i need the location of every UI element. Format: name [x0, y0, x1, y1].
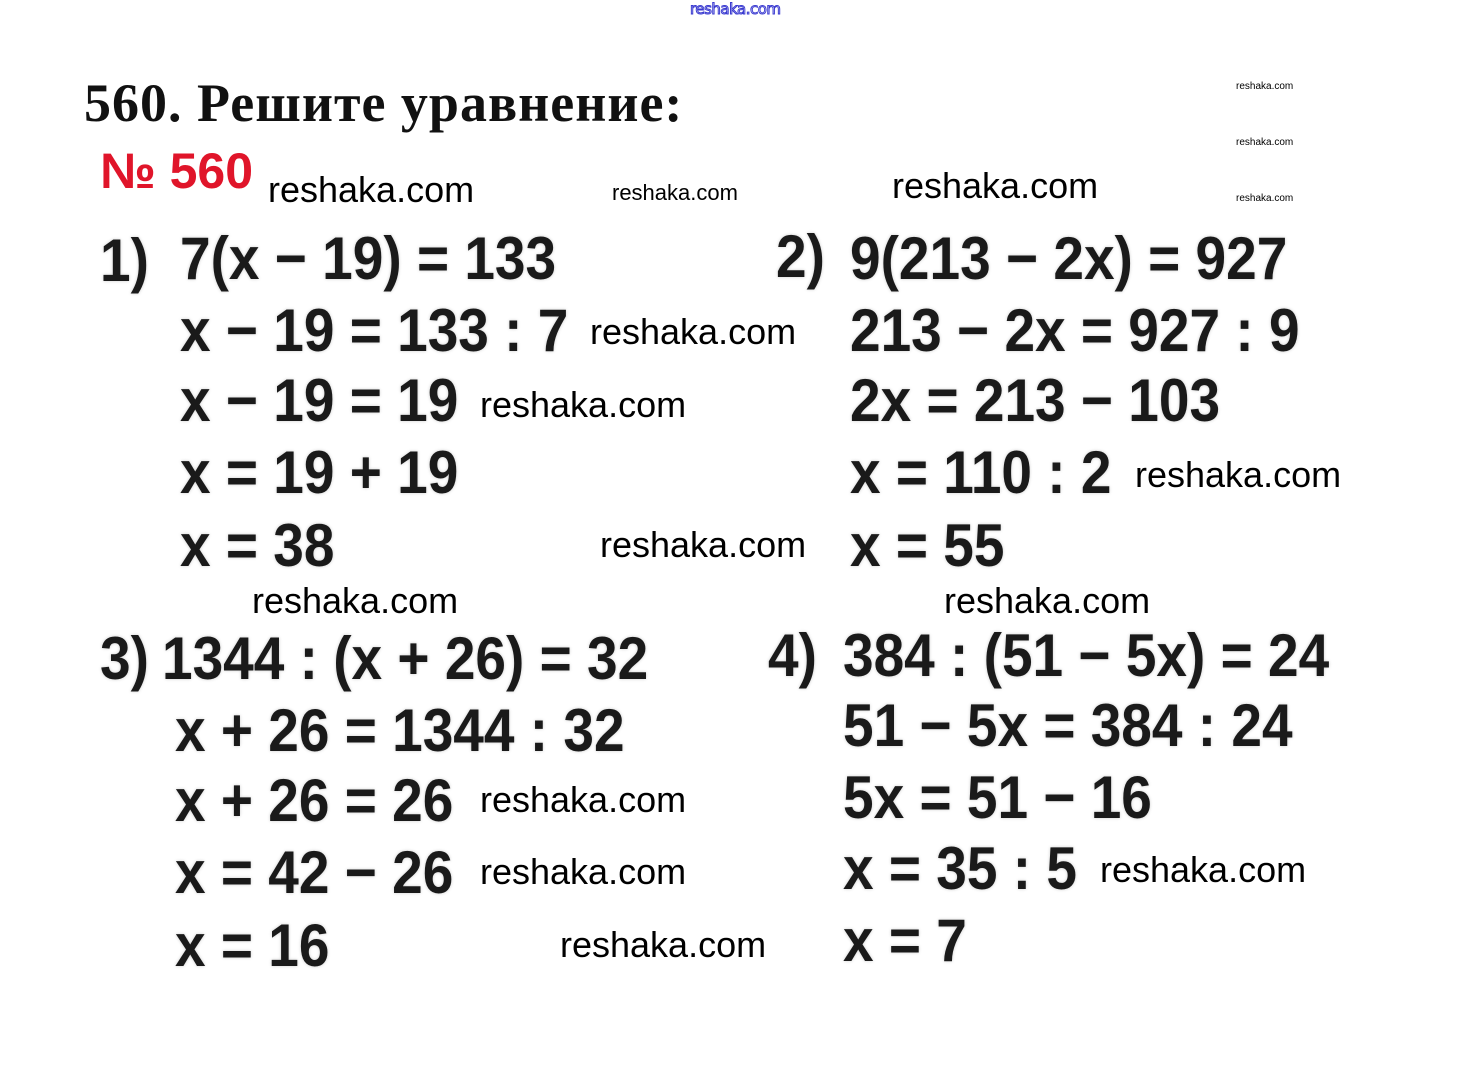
watermark: reshaka.com — [560, 924, 767, 965]
problem-3-line: x = 42 − 26 — [175, 837, 454, 907]
problem-4-line: 51 − 5x = 384 : 24 — [843, 690, 1293, 760]
problem-3-line: x + 26 = 1344 : 32 — [175, 695, 625, 765]
problem-1-line: 7(x − 19) = 133 — [180, 223, 557, 293]
problem-4-line: x = 35 : 5 — [843, 833, 1077, 903]
watermark: reshaka.com — [480, 779, 687, 820]
page-title: 560. Решите уравнение: — [84, 73, 684, 133]
watermark: reshaka.com — [944, 580, 1151, 621]
problem-4-line: x = 7 — [843, 905, 967, 975]
problem-1-line: x − 19 = 19 — [180, 365, 459, 435]
problem-1-line: x − 19 = 133 : 7 — [180, 295, 569, 365]
problem-2-line: x = 110 : 2 — [850, 437, 1112, 507]
watermark: reshaka.com — [1236, 137, 1294, 148]
problem-1-line: x = 38 — [180, 510, 335, 580]
watermark: reshaka.com — [480, 384, 687, 425]
watermark: reshaka.com — [1100, 849, 1307, 890]
problem-3-line: x = 16 — [175, 910, 330, 980]
problem-number: № 560 — [100, 143, 254, 199]
problem-3-label: 3) — [100, 623, 149, 693]
problem-4-line: 5x = 51 − 16 — [843, 762, 1152, 832]
problem-4-label: 4) — [768, 620, 817, 690]
problem-1-line: x = 19 + 19 — [180, 437, 459, 507]
watermark: reshaka.com — [590, 311, 797, 352]
problem-2-line: 9(213 − 2x) = 927 — [850, 223, 1288, 293]
watermark: reshaka.com — [268, 169, 475, 210]
watermark: reshaka.com — [1135, 454, 1342, 495]
watermark: reshaka.com — [892, 165, 1099, 206]
problem-3-line: x + 26 = 26 — [175, 765, 454, 835]
watermark: reshaka.com — [612, 180, 738, 205]
problem-1-label: 1) — [100, 225, 149, 295]
problem-4-line: 384 : (51 − 5x) = 24 — [843, 620, 1330, 690]
watermark: reshaka.com — [1236, 193, 1294, 204]
top-watermark: reshaka.com — [690, 0, 781, 18]
problem-3-line: 1344 : (x + 26) = 32 — [162, 623, 649, 693]
watermark: reshaka.com — [252, 580, 459, 621]
problem-2-line: x = 55 — [850, 510, 1005, 580]
watermark: reshaka.com — [1236, 81, 1294, 92]
problem-2-line: 2x = 213 − 103 — [850, 365, 1221, 435]
watermark: reshaka.com — [600, 524, 807, 565]
problem-2-line: 213 − 2x = 927 : 9 — [850, 295, 1300, 365]
problem-2-label: 2) — [776, 221, 825, 291]
watermark: reshaka.com — [480, 851, 687, 892]
